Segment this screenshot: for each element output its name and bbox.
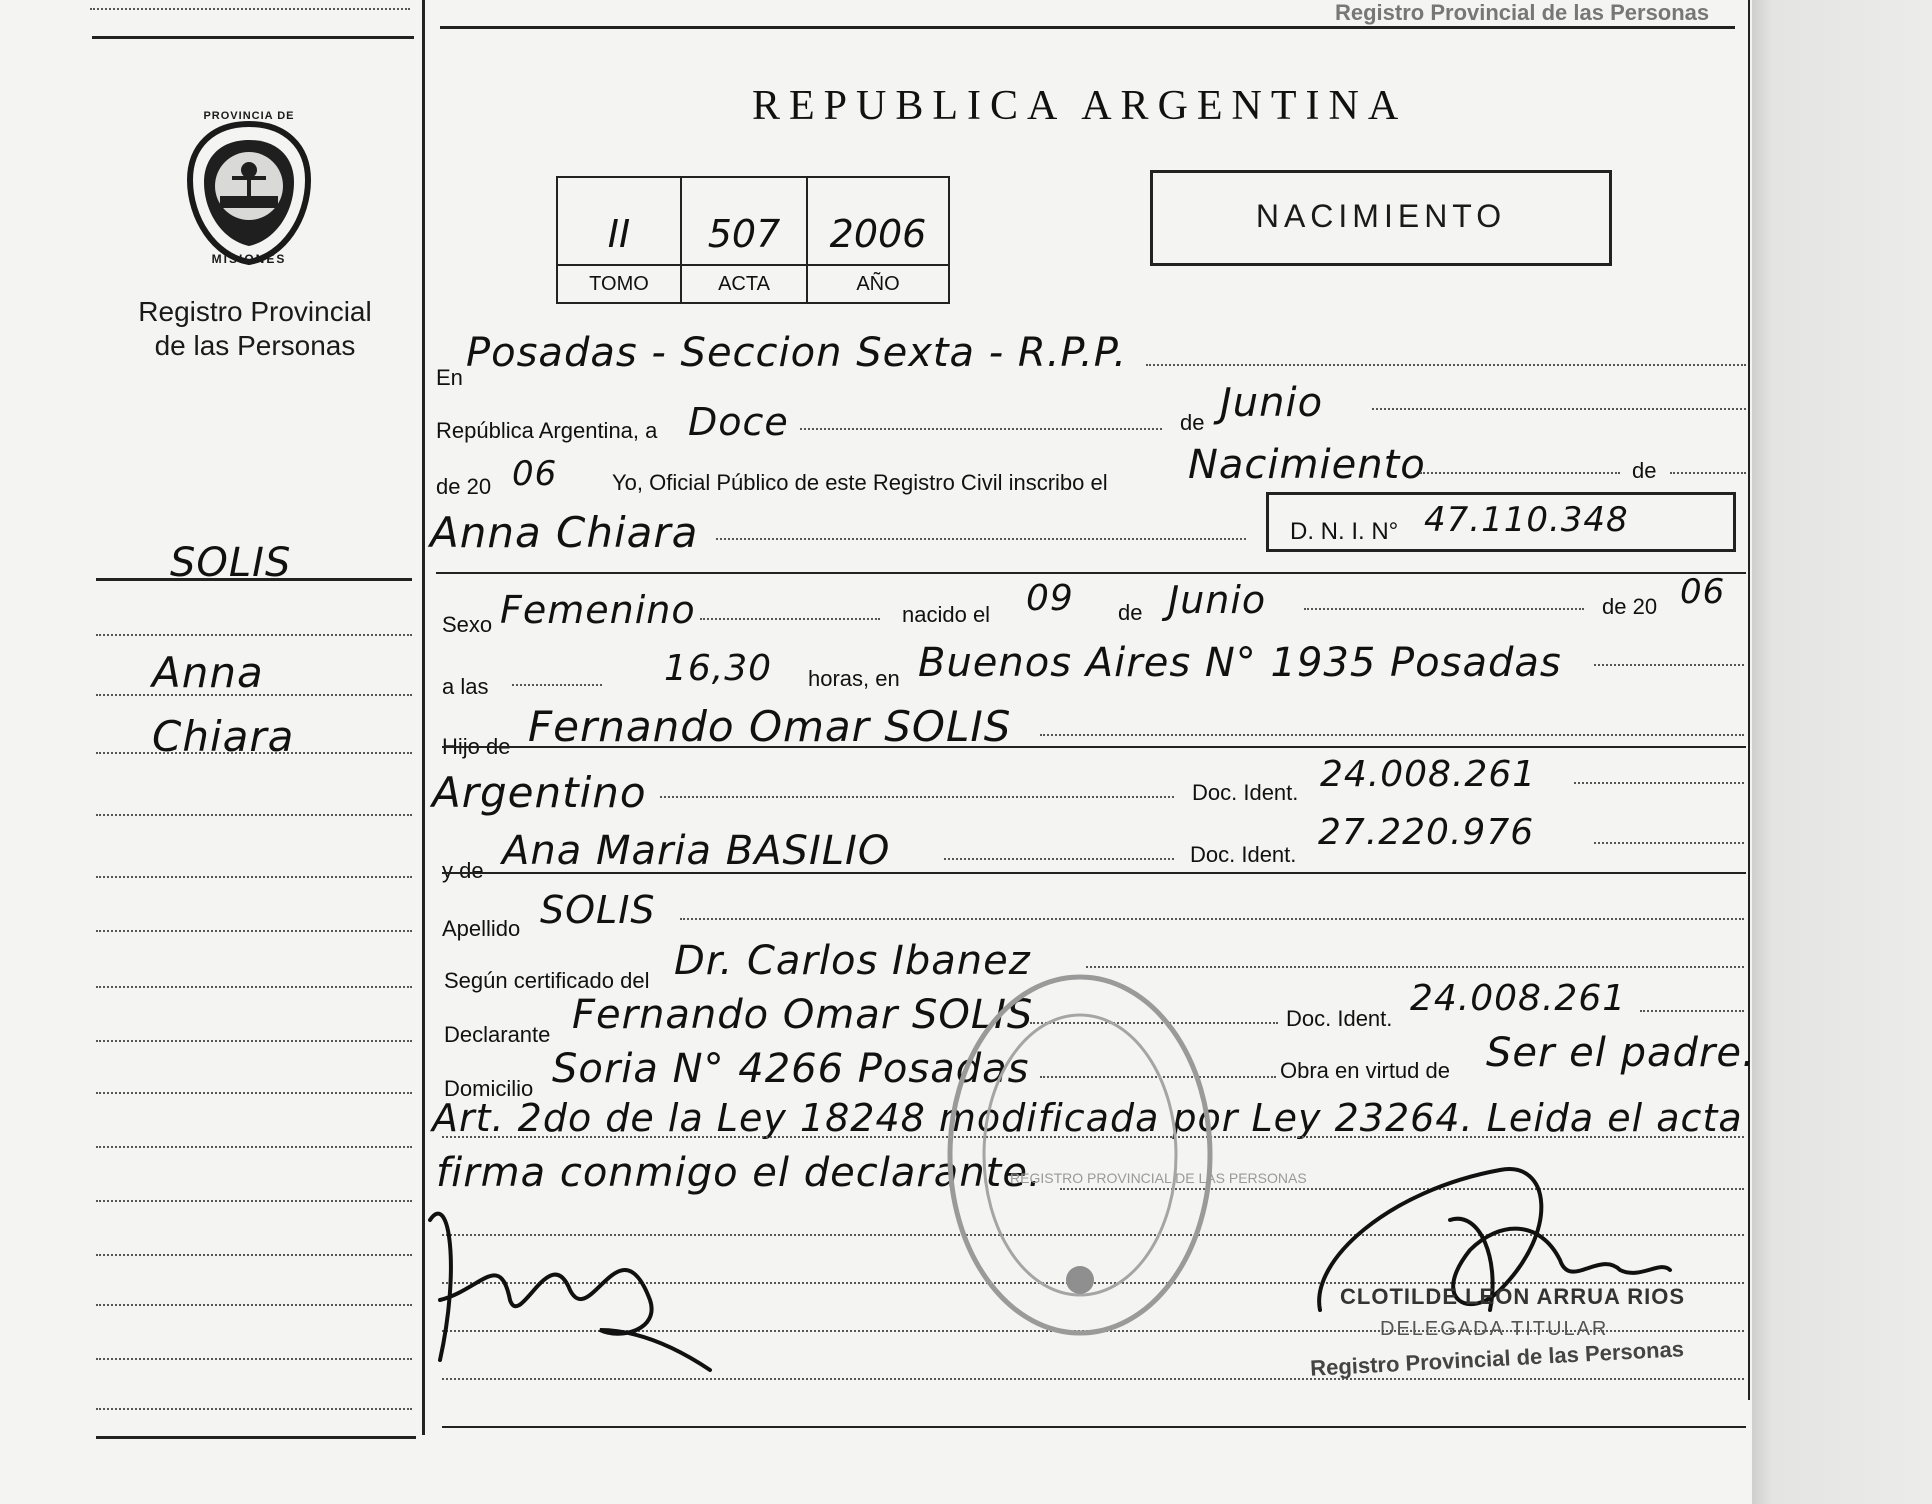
sidebar-rule [96,876,412,878]
seal-text-bottom: MISIONES [211,252,287,266]
yo-text: Yo, Oficial Público de este Registro Civil inscribo el [612,470,1108,495]
segun-label: Según certificado del [444,968,650,993]
sidebar-surname: SOLIS [170,540,292,586]
de-label: de [1180,410,1205,435]
horas-label: horas, en [808,666,900,691]
country-title: REPUBLICA ARGENTINA [752,83,1408,129]
de-label-3: de [1118,600,1143,625]
apellido-value: SOLIS [540,888,656,932]
en-value: Posadas - Seccion Sexta - R.P.P. [466,330,1128,376]
agency-name-line1: Registro Provincial [138,296,372,327]
row-rule [1594,664,1744,666]
de-label-2: de [1632,458,1657,483]
seal-text-top: PROVINCIA DE [203,110,295,122]
yde-label: y de [442,858,484,883]
sidebar-surname-rule [96,578,412,581]
act-value: Nacimiento [1188,442,1426,488]
place-value: Buenos Aires N° 1935 Posadas [918,640,1562,686]
birth-day: 09 [1026,578,1074,619]
doc-label-3: Doc. Ident. [1286,1006,1393,1031]
row-rule [1640,1010,1744,1012]
row-rule [1146,364,1746,366]
top-left-rule [92,36,414,39]
birth-month: Junio [1168,578,1267,622]
sexo-label: Sexo [442,612,493,637]
official-role: DELEGADA TITULAR [1380,1318,1609,1340]
row-rule-solid [442,872,1746,874]
declarant-signature-icon [420,1180,720,1380]
top-stamp: Registro Provincial de las Personas [1335,0,1710,25]
birth-year: 06 [1680,572,1726,612]
sidebar-rule [96,1254,412,1256]
father-nationality: Argentino [432,768,647,817]
official-round-seal-icon [930,960,1230,1350]
row-rule [716,538,1246,540]
row-rule-solid [442,746,1746,748]
sidebar-rule [96,814,412,816]
nacido-label: nacido el [902,602,991,627]
dni-label: D. N. I. N° [1290,518,1399,545]
domicilio-value: Soria N° 4266 Posadas [552,1046,1030,1092]
sidebar-bottom-rule [96,1436,416,1439]
doc-label-2: Doc. Ident. [1190,842,1297,867]
declarante-doc: 24.008.261 [1410,978,1627,1019]
sidebar-rule [96,694,412,696]
alas-label: a las [442,674,489,699]
form-right-border [1748,0,1750,1400]
sidebar-rule [96,1358,412,1360]
father-doc: 24.008.261 [1320,754,1537,795]
record-type: NACIMIENTO [1255,198,1507,234]
sidebar-rule [96,634,412,636]
sexo-value: Femenino [500,588,696,632]
page-edge-shadow [1752,0,1932,1504]
de20-label: de 20 [436,474,492,499]
row-rule [1670,472,1746,474]
de20-label-2: de 20 [1602,594,1658,619]
agency-name-line2: de las Personas [154,330,356,361]
tomo-value: II [607,212,631,256]
official-name: CLOTILDE LEON ARRUA RIOS [1340,1284,1686,1309]
row-rule [1594,842,1744,844]
sidebar-rule [96,930,412,932]
official-agency: Registro Provincial de las Personas [1309,1336,1685,1381]
sidebar-rule [96,1304,412,1306]
sidebar-rule [96,1408,412,1410]
sidebar-rule [96,1200,412,1202]
row-rule [680,918,1744,920]
official-seal-text: REGISTRO PROVINCIAL DE LAS PERSONAS [1010,1170,1307,1186]
row-rule [944,858,1174,860]
notes-line-2: firma conmigo el declarante. [436,1150,1042,1196]
domicilio-label: Domicilio [444,1076,534,1101]
top-dotted-rule [90,8,410,10]
row-rule [1304,608,1584,610]
sidebar-given-name-1: Anna [152,648,264,697]
doc-label: Doc. Ident. [1192,780,1299,805]
sidebar-rule [96,1040,412,1042]
row-rule [660,796,1174,798]
row-rule [1574,782,1744,784]
sidebar-given-name-2: Chiara [152,712,295,761]
anio-value: 2006 [829,212,927,256]
row-rule [800,428,1162,430]
hour-value: 16,30 [664,648,773,689]
month-value: Junio [1220,380,1324,426]
mother-doc: 27.220.976 [1318,812,1535,853]
sidebar-rule [96,1092,412,1094]
doctor-value: Dr. Carlos Ibanez [674,938,1031,984]
row-rule-solid [436,572,1746,574]
row-rule [1372,408,1746,410]
acta-label: ACTA [718,273,770,295]
declarante-label: Declarante [444,1022,551,1047]
notes-line-1: Art. 2do de la Ley 18248 modificada por Ley 23264. Leida el acta [432,1096,1743,1140]
dni-value: 47.110.348 [1424,500,1629,540]
hijo-label: Hijo de [442,734,511,759]
acta-value: 507 [707,212,781,256]
declarante-value: Fernando Omar SOLIS [572,992,1034,1038]
day-value: Doce [688,400,789,444]
father-value: Fernando Omar SOLIS [528,702,1012,751]
anio-label: AÑO [856,273,900,295]
provincial-seal-icon [180,118,318,268]
top-right-rule [440,26,1735,29]
name-value: Anna Chiara [430,508,699,557]
mother-value: Ana Maria BASILIO [502,828,891,874]
apellido-label: Apellido [442,916,521,941]
tomo-label: TOMO [589,273,649,295]
sidebar-rule [96,1146,412,1148]
sidebar-rule [96,986,412,988]
obra-value: Ser el padre. [1486,1030,1756,1076]
year-value: 06 [512,454,558,494]
row-rule [1420,472,1620,474]
republica-label: República Argentina, a [436,418,658,443]
en-label: En [436,365,463,390]
row-rule [700,618,880,620]
sidebar-rule [96,752,412,754]
row-rule [512,684,602,686]
obra-label: Obra en virtud de [1280,1058,1450,1083]
form-bottom-rule [442,1426,1746,1428]
row-rule [1040,734,1744,736]
